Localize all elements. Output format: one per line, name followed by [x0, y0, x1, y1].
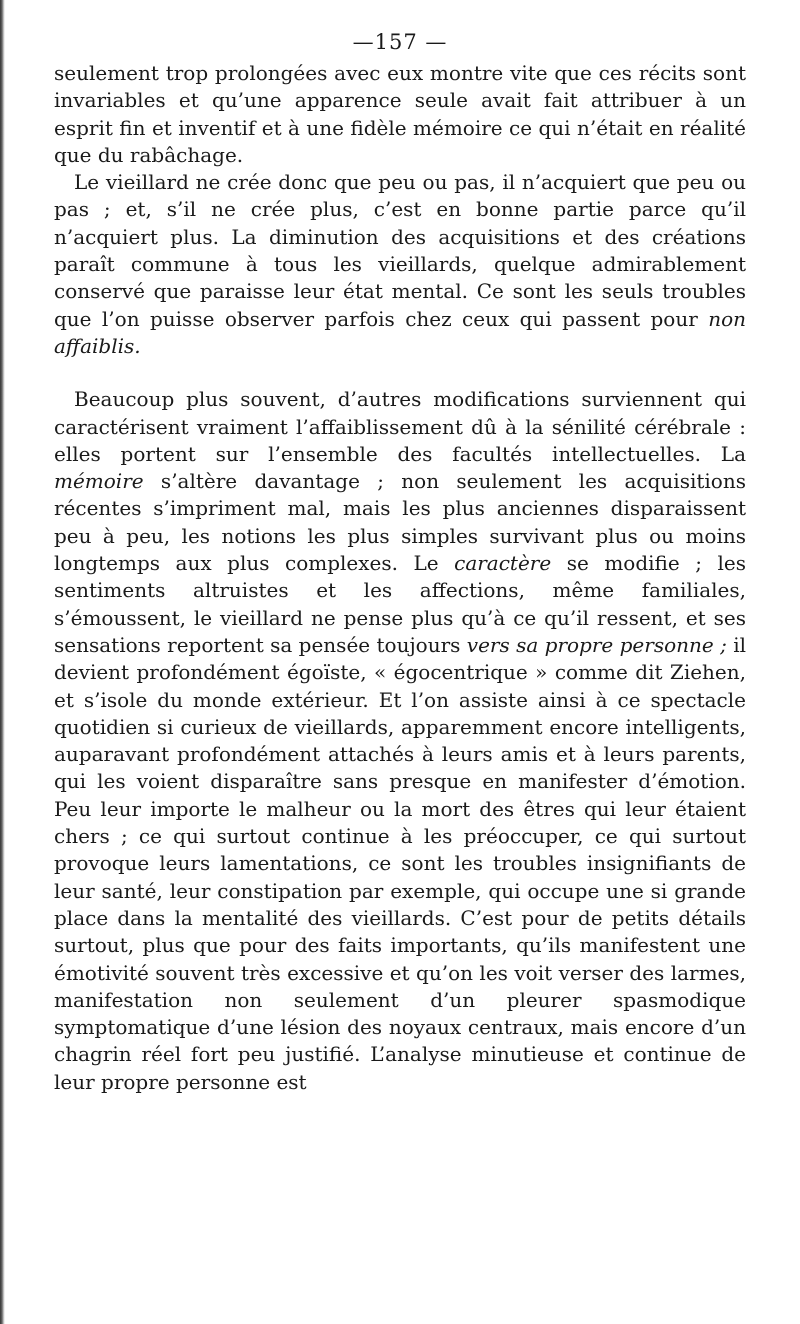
italic-run: non affaiblis.	[54, 306, 746, 358]
italic-run: vers sa propre personne ;	[466, 632, 727, 657]
paragraph-1	[54, 60, 746, 169]
page-binding-edge	[0, 0, 5, 1324]
text-run: il devient profondément égoïste, « égocentrique » comme dit Ziehen, et s’isole du monde extérieur. Et l’on assiste ainsi à ce spectacle quotidien si curieux de vieillards, apparemment encore intelligents, auparavant profondément attachés à leurs amis et à leurs parents, qui les voient disparaître sans presque en manifester d’émotion. Peu leur importe le malheur ou la mort des êtres qui leur étaient chers ; ce qui surtout continue à les préoccuper, ce qui surtout provoque leurs lamentations, ce sont les troubles insignifiants de leur santé, leur constipation par exemple, qui occupe une si grande place dans la mentalité des vieillards. C’est pour de petits détails surtout, plus que pour des faits importants, qu’ils manifestent une émotivité souvent très excessive et qu’on les voit verser des larmes, manifestation non seulement d’un pleurer spasmodique symptomatique d’une lésion des noyaux centraux, mais encore d’un chagrin réel fort peu justifié. L’analyse minutieuse et continue de leur propre personne est	[54, 632, 746, 1094]
text-run: se modifie ; les sentiments altruistes et les affections, même familiales, s’émoussent, le vieillard ne pense plus qu’à ce qu’il ressent, et ses sensations reportent sa pensée toujours	[54, 551, 746, 657]
text-run: s’altère davantage ; non seulement les acquisitions récentes s’impriment mal, mais les plus anciennes disparaissent peu à peu, les notions les plus simples survivant plus ou moins longtemps aux plus complexes. Le	[54, 469, 746, 576]
page-number: —157 —	[352, 30, 448, 54]
paragraph-2	[54, 169, 746, 360]
text-run: seulement trop prolongées avec eux montre vite que ces récits sont invariables et qu’une apparence seule avait fait attribuer à un esprit fin et inventif et à une fidèle mémoire ce qui n’était en réalité que du rabâchage.	[54, 61, 746, 167]
italic-run: caractère	[454, 551, 552, 576]
body-text	[54, 60, 746, 1096]
paragraph-3	[54, 386, 746, 1096]
text-run: Le vieillard ne crée donc que peu ou pas, il n’acquiert que peu ou pas ; et, s’il ne crée plus, c’est en bonne partie parce qu’il n’acquiert plus. La diminution des acquisitions et des créations paraît commune à tous les vieillards, quelque admirablement conservé que paraisse leur état mental. Ce sont les seuls troubles que l’on puisse observer parfois chez ceux qui passent pour	[54, 170, 746, 331]
text-run: Beaucoup plus souvent, d’autres modifications surviennent qui caractérisent vraiment l’affaiblissement dû à la sénilité cérébrale : elles portent sur l’ensemble des facultés intellectuelles. La	[54, 387, 746, 466]
italic-run: mémoire	[54, 469, 144, 494]
